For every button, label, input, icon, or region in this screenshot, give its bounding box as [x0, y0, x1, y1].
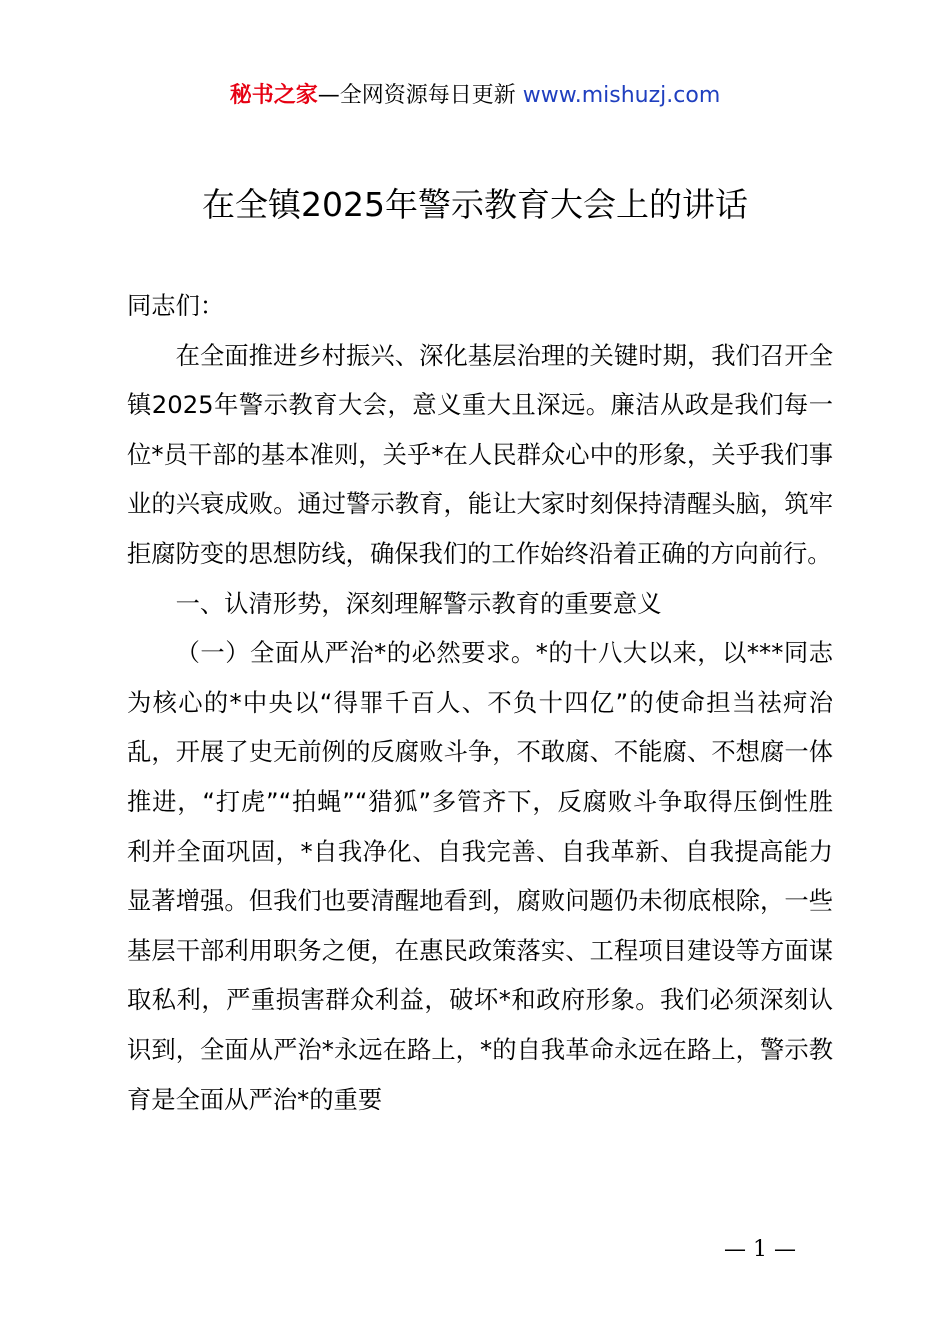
section-heading: 一、认清形势，深刻理解警示教育的重要意义 [175, 588, 662, 618]
salutation: 同志们： [127, 291, 225, 320]
site-header [0, 80, 950, 112]
page-number: — 1 — [724, 1237, 796, 1262]
site-url-link[interactable]: www.mishuzj.com [522, 83, 721, 108]
body-paragraph: 在全面推进乡村振兴、深化基层治理的关键时期，我们召开全镇2025年警示教育大会，意义重大且深远。廉洁从政是我们每一位*员干部的基本准则，关乎*在人民群众心中的形象，关乎我们事业的兴衰成败。通过警示教育，能让大家时刻保持清醒头脑，筑牢拒腐防变的思想防线，确保我们的工作始终沿着正确的方向前行。 [127, 340, 833, 568]
header-slogan: —全网资源每日更新 [317, 83, 516, 108]
brand-name: 秘书之家 [229, 83, 318, 108]
body-paragraph: （一）全面从严治*的必然要求。*的十八大以来，以***同志为核心的*中央以“得罪千百人、不负十四亿”的使命担当祛疴治乱，开展了史无前例的反腐败斗争，不敢腐、不能腐、不想腐一体推进，“打虎”“拍蝇”“猎狐”多管齐下，反腐败斗争取得压倒性胜利并全面巩固，*自我净化、自我完善、自我革新、自我提高能力显著增强。但我们也要清醒地看到，腐败问题仍未彻底根除，一些基层干部利用职务之便，在惠民政策落实、工程项目建设等方面谋取私利，严重损害群众利益，破坏*和政府形象。我们必须深刻认识到，全面从严治*永远在路上，*的自我革命永远在路上，警示教育是全面从严治*的重要 [127, 638, 833, 1114]
document-body [127, 281, 833, 1124]
document-title: 在全镇2025年警示教育大会上的讲话 [202, 185, 748, 224]
